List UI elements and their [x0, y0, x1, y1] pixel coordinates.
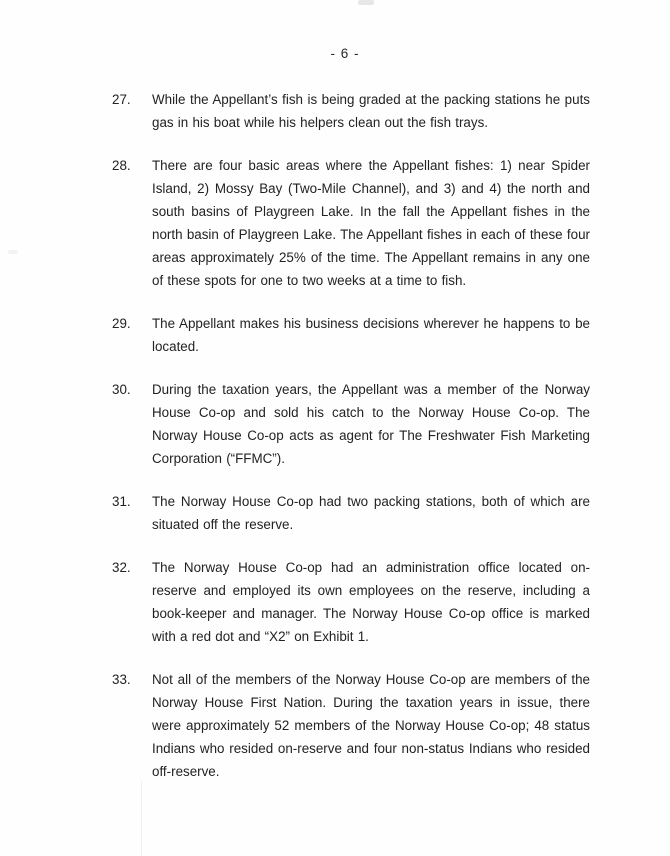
- paragraph-number: 31.: [112, 494, 131, 509]
- paragraph-number: 28.: [112, 158, 131, 173]
- scan-artifact-line: [141, 781, 142, 856]
- paragraph-text: The Norway House Co-op had an administration office located on-reserve and employed its own employees on the reserve, including a book-keeper and manager. The Norway House Co-op office is marked with a red dot and “X2” on Exhibit 1.: [152, 560, 590, 644]
- paragraph-number: 33.: [112, 672, 131, 687]
- document-body: [0, 88, 670, 783]
- paragraph-text: During the taxation years, the Appellant was a member of the Norway House Co-op and sold his catch to the Norway House Co-op. The Norway House Co-op acts as agent for The Freshwater Fish Marketing Corporation (“FFMC”).: [152, 382, 590, 466]
- paragraph-27: [112, 88, 590, 134]
- paragraph-number: 29.: [112, 316, 131, 331]
- paragraph-32: [112, 556, 590, 648]
- paragraph-number: 30.: [112, 382, 131, 397]
- paragraph-31: [112, 490, 590, 536]
- paragraph-29: [112, 312, 590, 358]
- scan-artifact-top: [358, 0, 374, 5]
- paragraph-text: While the Appellant’s fish is being graded at the packing stations he puts gas in his boat while his helpers clean out the fish trays.: [152, 92, 590, 130]
- paragraph-number: 32.: [112, 560, 131, 575]
- page-number: - 6 -: [330, 46, 360, 61]
- paragraph-30: [112, 378, 590, 470]
- paragraph-number: 27.: [112, 92, 131, 107]
- paragraph-33: [112, 668, 590, 783]
- paragraph-28: [112, 154, 590, 292]
- paragraph-text: The Norway House Co-op had two packing stations, both of which are situated off the reserve.: [152, 494, 590, 532]
- paragraph-text: The Appellant makes his business decisions wherever he happens to be located.: [152, 316, 590, 354]
- paragraph-text: Not all of the members of the Norway House Co-op are members of the Norway House First Nation. During the taxation years in issue, there were approximately 52 members of the Norway House Co-op; 48 status Indians who resided on-reserve and four non-status Indians who resided off-reserve.: [152, 672, 590, 779]
- paragraph-text: There are four basic areas where the Appellant fishes: 1) near Spider Island, 2) Mossy Bay (Two-Mile Channel), and 3) and 4) the north and south basins of Playgreen Lake. In the fall the Appellant fishes in the north basin of Playgreen Lake. The Appellant fishes in each of these four areas approximately 25% of the time. The Appellant remains in any one of these spots for one to two weeks at a time to fish.: [152, 158, 590, 288]
